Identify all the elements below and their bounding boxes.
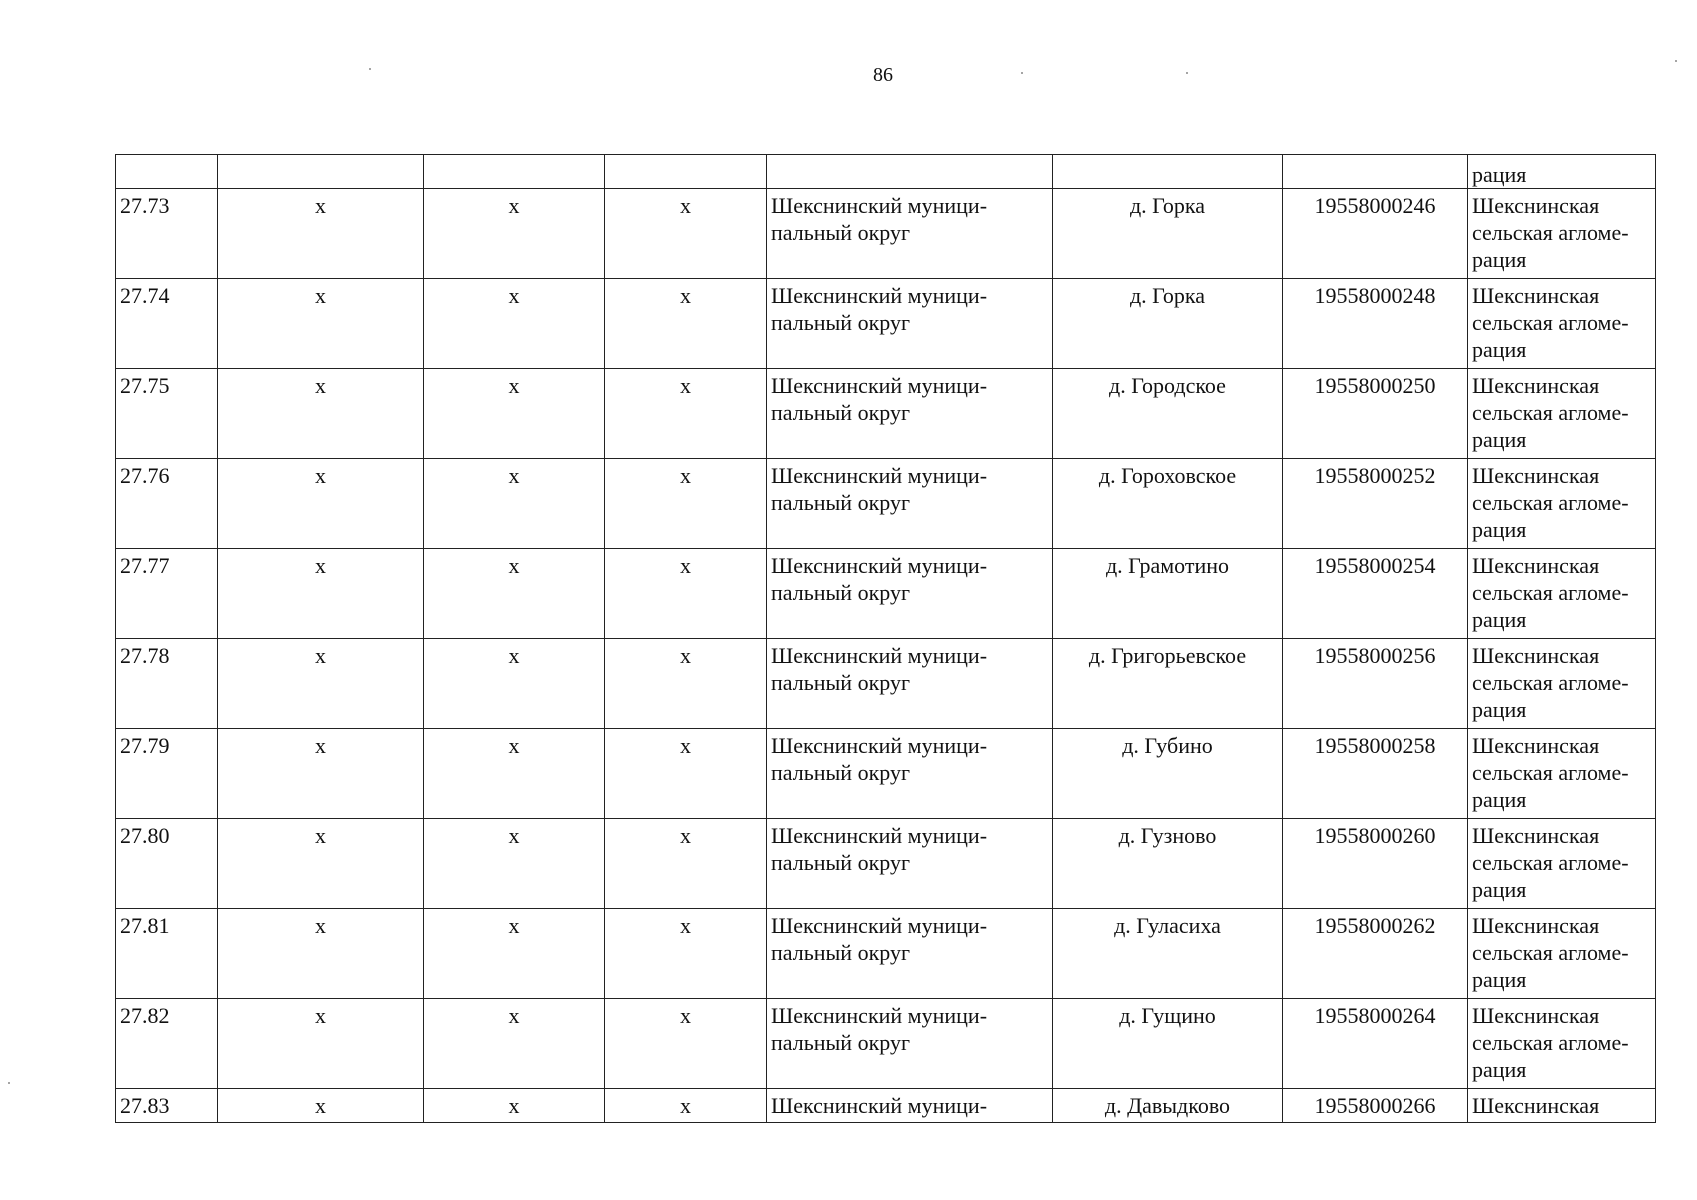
- row-number-cell: [116, 1089, 218, 1123]
- table-row-continued: [116, 155, 1656, 189]
- agglomeration-cell: [1468, 819, 1656, 909]
- x-cell: [424, 189, 605, 279]
- x-mark: x: [680, 1003, 691, 1028]
- oktmo-code: 19558000250: [1314, 373, 1436, 398]
- x-mark: x: [315, 913, 326, 938]
- x-cell: [218, 819, 424, 909]
- row-number-cell: [116, 279, 218, 369]
- settlement-name: д. Городское: [1109, 373, 1226, 398]
- agglomeration-line: сельская агломе-: [1472, 310, 1629, 335]
- x-mark: x: [508, 553, 520, 578]
- row-number: 27.75: [120, 373, 170, 398]
- row-number: 27.80: [120, 823, 170, 848]
- x-mark: x: [680, 1093, 691, 1118]
- x-cell: [218, 909, 424, 999]
- district-name-line: Шекснинский муници-: [771, 1003, 988, 1028]
- x-mark: x: [315, 283, 326, 308]
- x-cell: [424, 459, 605, 549]
- agglomeration-line: рация: [1472, 877, 1527, 902]
- row-number: 27.73: [120, 193, 170, 218]
- x-cell: [605, 189, 767, 279]
- agglomeration-line: Шекснинская: [1472, 823, 1600, 848]
- district-name-line: Шекснинский муници-: [771, 553, 988, 578]
- settlement-cell: [1053, 639, 1283, 729]
- x-mark: x: [680, 733, 691, 758]
- x-cell: [424, 639, 605, 729]
- district-name-line: пальный округ: [771, 850, 910, 875]
- settlement-name: д. Гущино: [1119, 1003, 1216, 1028]
- oktmo-code-cell: [1283, 279, 1468, 369]
- agglomeration-tail: рация: [1472, 162, 1527, 187]
- row-number: 27.81: [120, 913, 170, 938]
- table-row: [116, 279, 1656, 369]
- district-name-line: Шекснинский муници-: [771, 823, 988, 848]
- settlement-cell: [1053, 729, 1283, 819]
- x-mark: x: [315, 823, 326, 848]
- agglomeration-line: рация: [1472, 427, 1527, 452]
- x-mark: x: [508, 733, 520, 758]
- cell-empty: [767, 155, 1053, 189]
- agglomeration-line: рация: [1472, 787, 1527, 812]
- district-name-line: Шекснинский муници-: [771, 643, 988, 668]
- district-name-line: Шекснинский муници-: [771, 463, 988, 488]
- oktmo-code: 19558000258: [1314, 733, 1436, 758]
- x-cell: [218, 279, 424, 369]
- district-name-line: Шекснинский муници-: [771, 733, 988, 758]
- table-row: [116, 639, 1656, 729]
- settlement-name: д. Губино: [1122, 733, 1213, 758]
- oktmo-code-cell: [1283, 729, 1468, 819]
- x-mark: x: [680, 283, 691, 308]
- district-name-line: Шекснинский муници-: [771, 193, 988, 218]
- district-cell: [767, 369, 1053, 459]
- x-cell: [218, 729, 424, 819]
- oktmo-code: 19558000264: [1314, 1003, 1436, 1028]
- x-cell: [218, 1089, 424, 1123]
- x-mark: x: [680, 643, 691, 668]
- district-cell: [767, 639, 1053, 729]
- row-number: 27.76: [120, 463, 170, 488]
- x-mark: x: [508, 373, 520, 398]
- agglomeration-cell: [1468, 189, 1656, 279]
- scan-speck: [1021, 72, 1023, 74]
- agglomeration-line: рация: [1472, 337, 1527, 362]
- x-mark: x: [315, 733, 326, 758]
- row-number: 27.78: [120, 643, 170, 668]
- x-cell: [424, 369, 605, 459]
- settlement-cell: [1053, 189, 1283, 279]
- x-cell: [218, 999, 424, 1089]
- x-mark: x: [508, 913, 520, 938]
- oktmo-code-cell: [1283, 909, 1468, 999]
- settlement-cell: [1053, 1089, 1283, 1123]
- x-mark: x: [315, 463, 326, 488]
- x-mark: x: [315, 643, 326, 668]
- table-row: [116, 189, 1656, 279]
- x-mark: x: [508, 643, 520, 668]
- settlement-cell: [1053, 459, 1283, 549]
- agglomeration-line: сельская агломе-: [1472, 580, 1629, 605]
- x-mark: x: [680, 823, 691, 848]
- oktmo-code: 19558000252: [1314, 463, 1436, 488]
- district-name-line: Шекснинский муници-: [771, 373, 988, 398]
- settlement-cell: [1053, 909, 1283, 999]
- agglomeration-cell: [1468, 999, 1656, 1089]
- oktmo-code-cell: [1283, 639, 1468, 729]
- row-number-cell: [116, 819, 218, 909]
- settlement-cell: [1053, 369, 1283, 459]
- x-mark: x: [680, 553, 691, 578]
- row-number-cell: [116, 909, 218, 999]
- district-name-line: Шекснинский муници-: [771, 1093, 988, 1118]
- settlement-name: д. Горка: [1129, 193, 1206, 218]
- cell-empty: [424, 155, 605, 189]
- x-cell: [605, 1089, 767, 1123]
- x-cell: [218, 459, 424, 549]
- district-name-line: пальный округ: [771, 220, 910, 245]
- x-cell: [605, 279, 767, 369]
- x-mark: x: [508, 283, 520, 308]
- agglomeration-line: рация: [1472, 517, 1527, 542]
- settlement-name: д. Григорьевское: [1088, 643, 1247, 668]
- agglomeration-cell: [1468, 369, 1656, 459]
- x-mark: x: [680, 463, 691, 488]
- scan-speck: [8, 1082, 10, 1084]
- x-cell: [605, 909, 767, 999]
- oktmo-code: 19558000262: [1314, 913, 1436, 938]
- x-cell: [424, 909, 605, 999]
- oktmo-code-cell: [1283, 369, 1468, 459]
- agglomeration-line: сельская агломе-: [1472, 850, 1629, 875]
- district-name-line: Шекснинский муници-: [771, 283, 988, 308]
- row-number-cell: [116, 729, 218, 819]
- scan-speck: [369, 68, 371, 70]
- cell-empty: [1283, 155, 1468, 189]
- table-row: [116, 909, 1656, 999]
- x-cell: [424, 549, 605, 639]
- row-number: 27.79: [120, 733, 170, 758]
- cell-empty: [1053, 155, 1283, 189]
- agglomeration-line: Шекснинская: [1472, 913, 1600, 938]
- row-number-cell: [116, 999, 218, 1089]
- agglomeration-line: сельская агломе-: [1472, 1030, 1629, 1055]
- x-mark: x: [315, 1093, 326, 1118]
- agglomeration-cell: [1468, 459, 1656, 549]
- x-cell: [424, 279, 605, 369]
- district-name-line: пальный округ: [771, 400, 910, 425]
- agglomeration-line: сельская агломе-: [1472, 220, 1629, 245]
- oktmo-code: 19558000266: [1314, 1093, 1436, 1118]
- oktmo-code: 19558000246: [1314, 193, 1436, 218]
- agglomeration-cell: [1468, 909, 1656, 999]
- table-row: [116, 549, 1656, 639]
- table-row: [116, 819, 1656, 909]
- agglomeration-cell: [1468, 155, 1656, 189]
- district-cell: [767, 909, 1053, 999]
- oktmo-code-cell: [1283, 189, 1468, 279]
- x-cell: [605, 369, 767, 459]
- agglomeration-line: Шекснинская: [1472, 733, 1600, 758]
- x-cell: [605, 639, 767, 729]
- oktmo-code: 19558000254: [1314, 553, 1436, 578]
- district-cell: [767, 549, 1053, 639]
- x-mark: x: [680, 913, 691, 938]
- settlement-name: д. Гузново: [1118, 823, 1217, 848]
- agglomeration-cell: [1468, 639, 1656, 729]
- x-mark: x: [680, 193, 691, 218]
- table-row: [116, 729, 1656, 819]
- agglomeration-cell: [1468, 1089, 1656, 1123]
- row-number: 27.83: [120, 1093, 170, 1118]
- x-cell: [605, 819, 767, 909]
- agglomeration-line: Шекснинская: [1472, 1093, 1600, 1118]
- oktmo-code: 19558000248: [1314, 283, 1436, 308]
- agglomeration-line: рация: [1472, 1057, 1527, 1082]
- agglomeration-cell: [1468, 549, 1656, 639]
- agglomeration-line: рация: [1472, 247, 1527, 272]
- table-body: [116, 155, 1656, 1123]
- district-cell: [767, 189, 1053, 279]
- x-cell: [605, 549, 767, 639]
- row-number-cell: [116, 459, 218, 549]
- cell-empty: [605, 155, 767, 189]
- scan-speck: [1675, 60, 1677, 62]
- district-cell: [767, 819, 1053, 909]
- x-cell: [424, 729, 605, 819]
- x-cell: [424, 819, 605, 909]
- x-cell: [424, 999, 605, 1089]
- oktmo-code-cell: [1283, 819, 1468, 909]
- x-cell: [218, 639, 424, 729]
- settlement-name: д. Давыдково: [1104, 1093, 1231, 1118]
- cell-empty: [116, 155, 218, 189]
- x-mark: x: [315, 373, 326, 398]
- x-mark: x: [508, 823, 520, 848]
- row-number-cell: [116, 549, 218, 639]
- district-name-line: пальный округ: [771, 940, 910, 965]
- x-mark: x: [508, 1093, 520, 1118]
- x-cell: [605, 999, 767, 1089]
- agglomeration-line: рация: [1472, 607, 1527, 632]
- agglomeration-line: сельская агломе-: [1472, 670, 1629, 695]
- table-row: [116, 459, 1656, 549]
- settlement-cell: [1053, 279, 1283, 369]
- row-number: 27.74: [120, 283, 170, 308]
- agglomeration-line: Шекснинская: [1472, 553, 1600, 578]
- district-cell: [767, 729, 1053, 819]
- scan-speck: [1186, 72, 1188, 74]
- x-mark: x: [508, 193, 520, 218]
- district-name-line: пальный округ: [771, 580, 910, 605]
- oktmo-code: 19558000260: [1314, 823, 1436, 848]
- x-cell: [218, 369, 424, 459]
- oktmo-code-cell: [1283, 999, 1468, 1089]
- settlement-cell: [1053, 999, 1283, 1089]
- x-cell: [218, 549, 424, 639]
- settlements-table: [115, 154, 1656, 1123]
- district-cell: [767, 999, 1053, 1089]
- row-number-cell: [116, 639, 218, 729]
- agglomeration-line: Шекснинская: [1472, 463, 1600, 488]
- settlement-name: д. Горка: [1129, 283, 1206, 308]
- settlement-cell: [1053, 549, 1283, 639]
- agglomeration-line: рация: [1472, 967, 1527, 992]
- agglomeration-line: сельская агломе-: [1472, 490, 1629, 515]
- x-mark: x: [508, 1003, 520, 1028]
- oktmo-code-cell: [1283, 549, 1468, 639]
- settlement-cell: [1053, 819, 1283, 909]
- x-mark: x: [315, 1003, 326, 1028]
- district-name-line: пальный округ: [771, 760, 910, 785]
- cell-empty: [218, 155, 424, 189]
- district-cell: [767, 279, 1053, 369]
- row-number: 27.82: [120, 1003, 170, 1028]
- district-name-line: пальный округ: [771, 490, 910, 515]
- oktmo-code-cell: [1283, 459, 1468, 549]
- district-name-line: пальный округ: [771, 670, 910, 695]
- x-cell: [218, 189, 424, 279]
- agglomeration-line: Шекснинская: [1472, 283, 1600, 308]
- agglomeration-line: сельская агломе-: [1472, 940, 1629, 965]
- table-row: [116, 369, 1656, 459]
- agglomeration-line: Шекснинская: [1472, 1003, 1600, 1028]
- table-row: [116, 999, 1656, 1089]
- oktmo-code: 19558000256: [1314, 643, 1436, 668]
- district-cell: [767, 1089, 1053, 1123]
- district-name-line: Шекснинский муници-: [771, 913, 988, 938]
- x-mark: x: [315, 553, 326, 578]
- row-number: 27.77: [120, 553, 170, 578]
- agglomeration-line: Шекснинская: [1472, 373, 1600, 398]
- x-cell: [605, 729, 767, 819]
- settlement-name: д. Грамотино: [1105, 553, 1230, 578]
- agglomeration-line: сельская агломе-: [1472, 400, 1629, 425]
- agglomeration-cell: [1468, 729, 1656, 819]
- row-number-cell: [116, 369, 218, 459]
- x-mark: x: [508, 463, 520, 488]
- page-number: 86: [873, 64, 893, 86]
- agglomeration-line: рация: [1472, 697, 1527, 722]
- settlement-name: д. Гуласиха: [1114, 913, 1221, 938]
- district-cell: [767, 459, 1053, 549]
- agglomeration-line: сельская агломе-: [1472, 760, 1629, 785]
- agglomeration-line: Шекснинская: [1472, 193, 1600, 218]
- row-number-cell: [116, 189, 218, 279]
- settlement-name: д. Гороховское: [1098, 463, 1237, 488]
- district-name-line: пальный округ: [771, 1030, 910, 1055]
- x-mark: x: [315, 193, 326, 218]
- agglomeration-line: Шекснинская: [1472, 643, 1600, 668]
- agglomeration-cell: [1468, 279, 1656, 369]
- x-cell: [605, 459, 767, 549]
- district-name-line: пальный округ: [771, 310, 910, 335]
- x-mark: x: [680, 373, 691, 398]
- oktmo-code-cell: [1283, 1089, 1468, 1123]
- x-cell: [424, 1089, 605, 1123]
- table-row: [116, 1089, 1656, 1123]
